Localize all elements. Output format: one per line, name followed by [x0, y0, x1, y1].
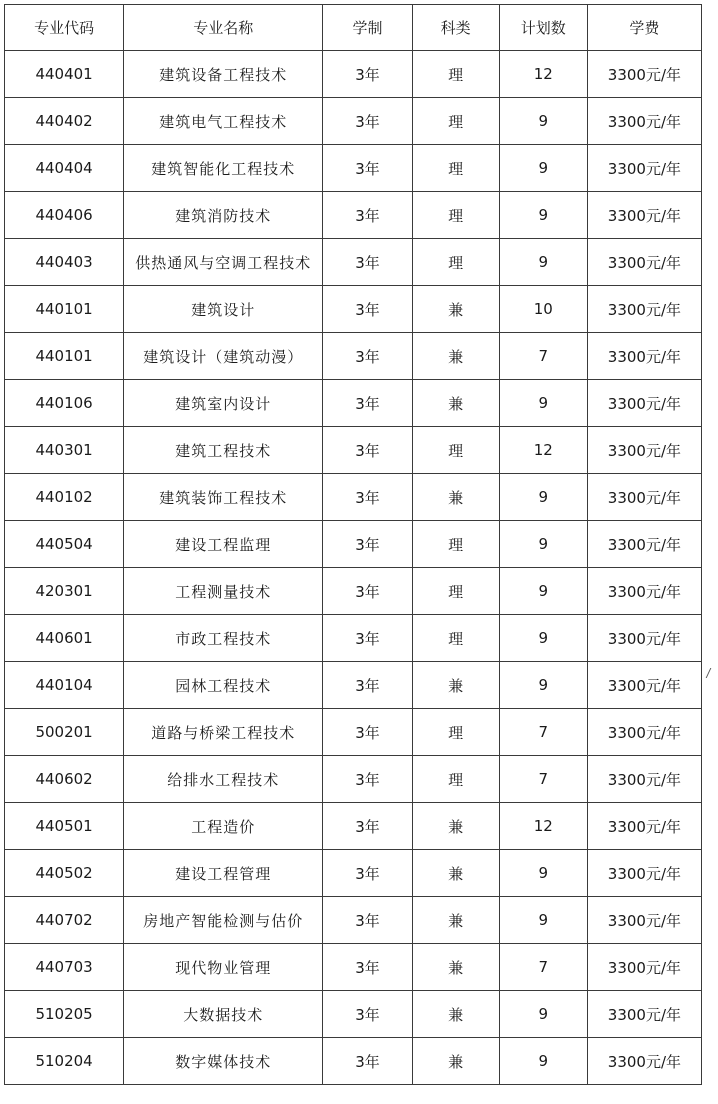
cell-plan: 9 — [499, 521, 587, 568]
table-row — [5, 98, 702, 145]
cell-plan: 9 — [499, 145, 587, 192]
cell-plan: 9 — [499, 474, 587, 521]
cell-name: 建设工程管理 — [124, 850, 323, 897]
cell-years: 3年 — [323, 568, 412, 615]
table-row — [5, 568, 702, 615]
cell-fee: 3300元/年 — [587, 380, 701, 427]
cell-years: 3年 — [323, 521, 412, 568]
cell-fee: 3300元/年 — [587, 803, 701, 850]
cell-name: 现代物业管理 — [124, 944, 323, 991]
cell-plan: 9 — [499, 239, 587, 286]
stray-pen-mark — [706, 668, 718, 678]
cell-name: 给排水工程技术 — [124, 756, 323, 803]
cell-name: 市政工程技术 — [124, 615, 323, 662]
cell-category: 兼 — [412, 474, 499, 521]
cell-code: 440501 — [5, 803, 124, 850]
cell-fee: 3300元/年 — [587, 192, 701, 239]
cell-fee: 3300元/年 — [587, 756, 701, 803]
cell-category: 兼 — [412, 803, 499, 850]
header-category: 科类 — [412, 5, 499, 51]
cell-code: 440404 — [5, 145, 124, 192]
cell-code: 440703 — [5, 944, 124, 991]
cell-category: 理 — [412, 192, 499, 239]
cell-years: 3年 — [323, 333, 412, 380]
table-row — [5, 333, 702, 380]
cell-name: 数字媒体技术 — [124, 1038, 323, 1085]
cell-code: 500201 — [5, 709, 124, 756]
cell-name: 园林工程技术 — [124, 662, 323, 709]
table-row — [5, 51, 702, 98]
cell-category: 理 — [412, 521, 499, 568]
cell-fee: 3300元/年 — [587, 239, 701, 286]
cell-plan: 9 — [499, 662, 587, 709]
cell-category: 理 — [412, 239, 499, 286]
cell-code: 440401 — [5, 51, 124, 98]
cell-plan: 10 — [499, 286, 587, 333]
cell-name: 建筑电气工程技术 — [124, 98, 323, 145]
cell-plan: 7 — [499, 333, 587, 380]
cell-code: 440403 — [5, 239, 124, 286]
cell-years: 3年 — [323, 427, 412, 474]
table-row — [5, 380, 702, 427]
cell-plan: 12 — [499, 803, 587, 850]
cell-name: 建设工程监理 — [124, 521, 323, 568]
cell-code: 440504 — [5, 521, 124, 568]
cell-fee: 3300元/年 — [587, 145, 701, 192]
cell-code: 440402 — [5, 98, 124, 145]
header-code: 专业代码 — [5, 5, 124, 51]
cell-fee: 3300元/年 — [587, 333, 701, 380]
cell-code: 440601 — [5, 615, 124, 662]
cell-fee: 3300元/年 — [587, 521, 701, 568]
cell-code: 440106 — [5, 380, 124, 427]
cell-category: 理 — [412, 568, 499, 615]
cell-name: 建筑设计（建筑动漫） — [124, 333, 323, 380]
cell-category: 理 — [412, 427, 499, 474]
cell-years: 3年 — [323, 709, 412, 756]
cell-name: 供热通风与空调工程技术 — [124, 239, 323, 286]
table-row — [5, 145, 702, 192]
cell-plan: 9 — [499, 991, 587, 1038]
table-row — [5, 709, 702, 756]
cell-years: 3年 — [323, 615, 412, 662]
table-row — [5, 239, 702, 286]
header-plan: 计划数 — [499, 5, 587, 51]
cell-years: 3年 — [323, 145, 412, 192]
table-row — [5, 521, 702, 568]
cell-fee: 3300元/年 — [587, 897, 701, 944]
cell-plan: 7 — [499, 944, 587, 991]
cell-plan: 9 — [499, 380, 587, 427]
table-header — [5, 5, 702, 51]
cell-fee: 3300元/年 — [587, 991, 701, 1038]
cell-category: 兼 — [412, 380, 499, 427]
cell-name: 建筑消防技术 — [124, 192, 323, 239]
cell-name: 建筑工程技术 — [124, 427, 323, 474]
header-fee: 学费 — [587, 5, 701, 51]
cell-years: 3年 — [323, 98, 412, 145]
cell-code: 440102 — [5, 474, 124, 521]
table-row — [5, 662, 702, 709]
cell-code: 440301 — [5, 427, 124, 474]
cell-years: 3年 — [323, 897, 412, 944]
cell-fee: 3300元/年 — [587, 51, 701, 98]
cell-plan: 12 — [499, 51, 587, 98]
cell-plan: 9 — [499, 1038, 587, 1085]
table-row — [5, 192, 702, 239]
cell-code: 440406 — [5, 192, 124, 239]
cell-fee: 3300元/年 — [587, 662, 701, 709]
cell-name: 大数据技术 — [124, 991, 323, 1038]
cell-name: 建筑室内设计 — [124, 380, 323, 427]
cell-years: 3年 — [323, 1038, 412, 1085]
table-row — [5, 615, 702, 662]
cell-name: 工程测量技术 — [124, 568, 323, 615]
cell-code: 440602 — [5, 756, 124, 803]
cell-category: 理 — [412, 756, 499, 803]
cell-name: 建筑智能化工程技术 — [124, 145, 323, 192]
cell-fee: 3300元/年 — [587, 98, 701, 145]
cell-category: 理 — [412, 145, 499, 192]
cell-fee: 3300元/年 — [587, 944, 701, 991]
table-row — [5, 850, 702, 897]
cell-code: 440101 — [5, 333, 124, 380]
cell-years: 3年 — [323, 239, 412, 286]
cell-category: 理 — [412, 98, 499, 145]
cell-years: 3年 — [323, 51, 412, 98]
cell-plan: 9 — [499, 192, 587, 239]
header-years: 学制 — [323, 5, 412, 51]
cell-fee: 3300元/年 — [587, 1038, 701, 1085]
cell-category: 兼 — [412, 333, 499, 380]
cell-code: 420301 — [5, 568, 124, 615]
cell-category: 兼 — [412, 944, 499, 991]
cell-name: 房地产智能检测与估价 — [124, 897, 323, 944]
cell-plan: 12 — [499, 427, 587, 474]
table-row — [5, 756, 702, 803]
cell-plan: 9 — [499, 615, 587, 662]
cell-code: 440502 — [5, 850, 124, 897]
table-row — [5, 286, 702, 333]
enrollment-plan-table — [4, 4, 702, 1085]
cell-category: 兼 — [412, 662, 499, 709]
cell-years: 3年 — [323, 756, 412, 803]
cell-plan: 9 — [499, 568, 587, 615]
table-row — [5, 897, 702, 944]
cell-fee: 3300元/年 — [587, 709, 701, 756]
cell-category: 兼 — [412, 286, 499, 333]
cell-years: 3年 — [323, 192, 412, 239]
cell-years: 3年 — [323, 380, 412, 427]
cell-name: 道路与桥梁工程技术 — [124, 709, 323, 756]
cell-years: 3年 — [323, 474, 412, 521]
table-row — [5, 427, 702, 474]
cell-plan: 9 — [499, 98, 587, 145]
enrollment-table-container — [4, 4, 702, 1085]
cell-years: 3年 — [323, 803, 412, 850]
cell-category: 兼 — [412, 897, 499, 944]
cell-category: 兼 — [412, 850, 499, 897]
cell-fee: 3300元/年 — [587, 474, 701, 521]
cell-plan: 7 — [499, 756, 587, 803]
header-row — [5, 5, 702, 51]
table-row — [5, 474, 702, 521]
cell-fee: 3300元/年 — [587, 568, 701, 615]
cell-years: 3年 — [323, 850, 412, 897]
cell-code: 440101 — [5, 286, 124, 333]
cell-fee: 3300元/年 — [587, 286, 701, 333]
header-name: 专业名称 — [124, 5, 323, 51]
table-row — [5, 991, 702, 1038]
cell-years: 3年 — [323, 662, 412, 709]
cell-code: 510204 — [5, 1038, 124, 1085]
cell-fee: 3300元/年 — [587, 850, 701, 897]
table-row — [5, 1038, 702, 1085]
cell-plan: 7 — [499, 709, 587, 756]
cell-category: 理 — [412, 51, 499, 98]
cell-name: 建筑设备工程技术 — [124, 51, 323, 98]
cell-name: 工程造价 — [124, 803, 323, 850]
cell-category: 兼 — [412, 1038, 499, 1085]
cell-category: 兼 — [412, 991, 499, 1038]
cell-years: 3年 — [323, 944, 412, 991]
cell-fee: 3300元/年 — [587, 427, 701, 474]
table-row — [5, 803, 702, 850]
cell-code: 440702 — [5, 897, 124, 944]
cell-plan: 9 — [499, 897, 587, 944]
cell-name: 建筑装饰工程技术 — [124, 474, 323, 521]
cell-years: 3年 — [323, 991, 412, 1038]
cell-code: 510205 — [5, 991, 124, 1038]
cell-years: 3年 — [323, 286, 412, 333]
cell-name: 建筑设计 — [124, 286, 323, 333]
cell-code: 440104 — [5, 662, 124, 709]
cell-category: 理 — [412, 709, 499, 756]
table-body — [5, 51, 702, 1085]
table-row — [5, 944, 702, 991]
cell-category: 理 — [412, 615, 499, 662]
cell-fee: 3300元/年 — [587, 615, 701, 662]
cell-plan: 9 — [499, 850, 587, 897]
